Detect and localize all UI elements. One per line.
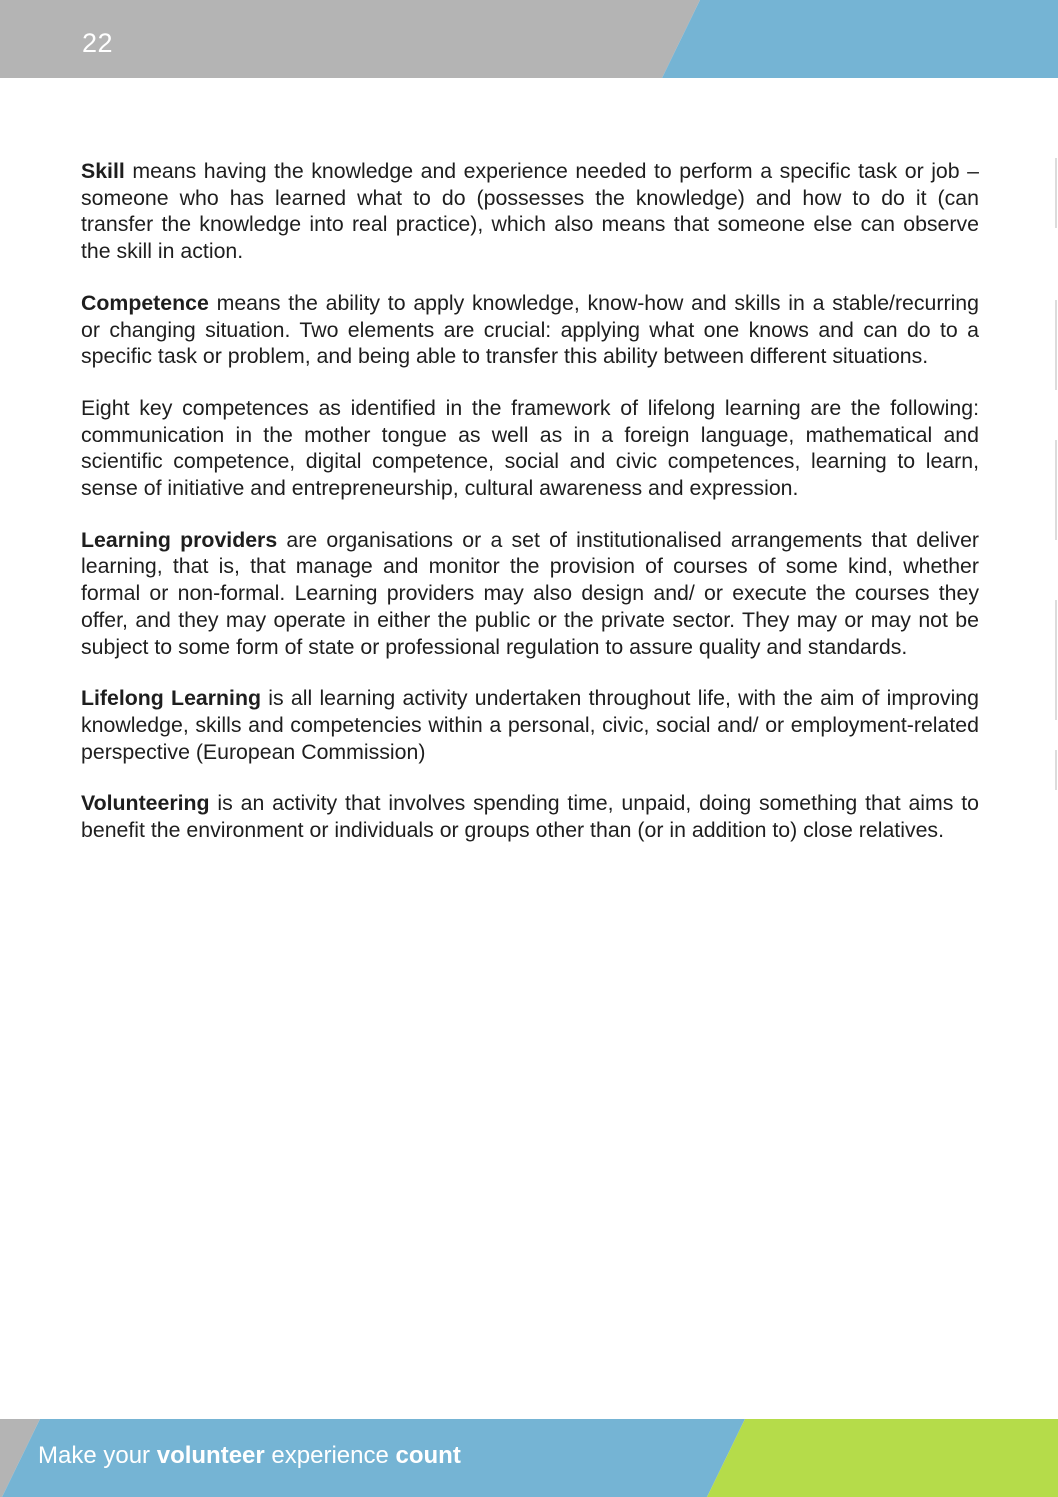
side-rule [1055, 600, 1057, 720]
side-rule [1055, 750, 1057, 790]
side-rule [1055, 300, 1057, 390]
definition-competence [81, 290, 979, 370]
term-lifelong-learning: Lifelong Learning [81, 686, 261, 711]
footer-tagline [38, 1442, 461, 1470]
page-number: 22 [82, 28, 114, 58]
page-header [0, 0, 1058, 78]
term-competence: Competence [81, 290, 209, 315]
definition-text: means having the knowledge and experience needed to perform a specific task or job – someone who has learned what to do (possesses the knowledge) and how to do it (can transfer the knowledge into real practice), which also means that someone else can observe the skill in action. [81, 159, 979, 264]
definition-volunteering [81, 790, 979, 843]
term-learning-providers: Learning providers [81, 527, 278, 552]
side-rule [1055, 158, 1057, 228]
paragraph-text: Eight key competences as identified in the framework of lifelong learning are the following: communication in the mother tongue as well as in a foreign language, mathematical and scientific competence, digital competence, social and civic competences, learning to learn, sense of initiative and entrepreneurship, cultural awareness and expression. [81, 395, 979, 501]
header-blue-band [662, 0, 1058, 78]
definition-text: means the ability to apply knowledge, know-how and skills in a stable/recurring or changing situation. Two elements are crucial: applying what one knows and can do to a specific task or problem, and being able to transfer this ability between different situations. [81, 290, 979, 369]
definition-text: is all learning activity undertaken throughout life, with the aim of improving knowledge, skills and competencies within a personal, civic, social and/ or employment-related perspective (European Commission) [81, 686, 979, 764]
header-banner [0, 0, 1058, 78]
key-competences-paragraph [81, 395, 979, 502]
side-rule [1055, 440, 1057, 540]
definition-skill [81, 158, 979, 265]
tagline-text: experience [264, 1442, 396, 1469]
tagline-bold-count: count [395, 1442, 461, 1469]
definition-text: are organisations or a set of institutionalised arrangements that deliver learning, that is, that manage and monitor the provision of courses of some kind, whether formal or non-formal. Learning providers may also design and/ or execute the courses they offer, and they may operate in either the public or the private sector. They may or may not be subject to some form of state or professional regulation to assure quality and standards. [81, 527, 979, 659]
page-footer [0, 1419, 1058, 1497]
document-body [81, 158, 979, 869]
term-skill: Skill [81, 159, 125, 183]
tagline-bold-volunteer: volunteer [156, 1442, 265, 1469]
definition-lifelong-learning [81, 685, 979, 765]
footer-green-band [707, 1419, 1058, 1497]
term-volunteering: Volunteering [81, 791, 210, 816]
definition-learning-providers [81, 527, 979, 661]
tagline-text: Make your [38, 1442, 157, 1469]
definition-text: is an activity that involves spending time, unpaid, doing something that aims to benefit the environment or individuals or groups other than (or in addition to) close relatives. [81, 791, 979, 843]
